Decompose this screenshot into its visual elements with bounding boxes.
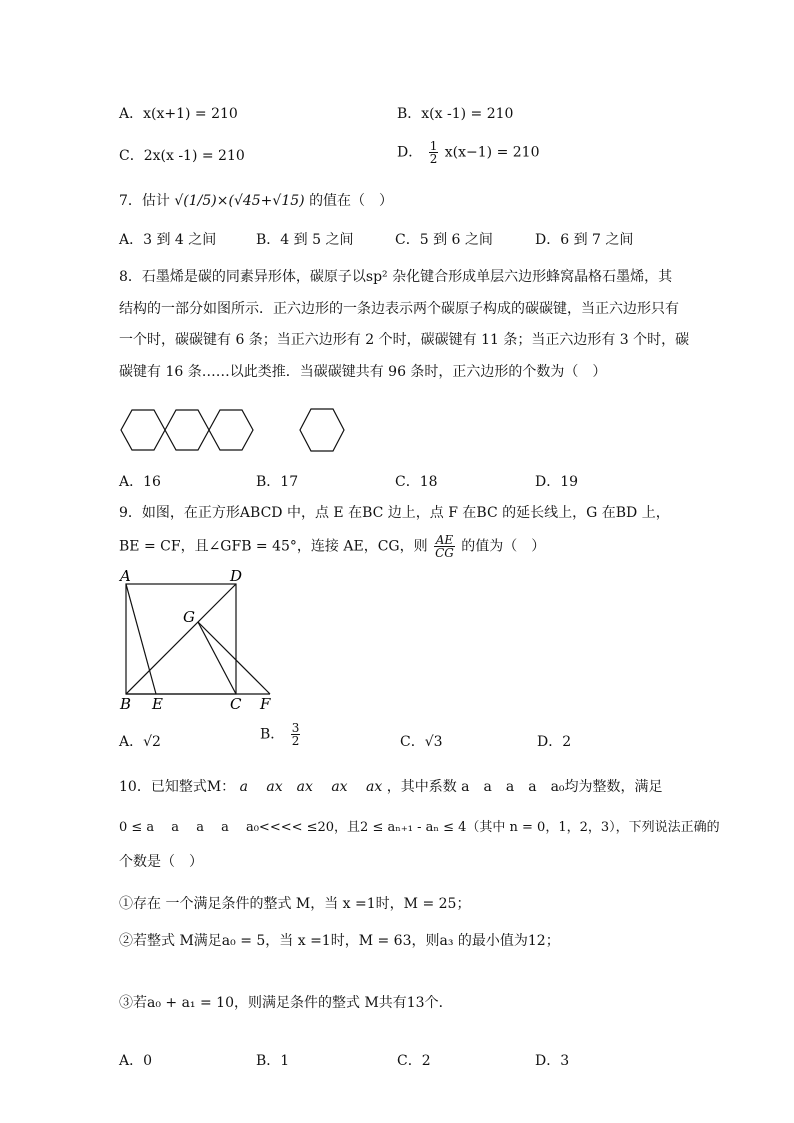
q10-line-1-math: a ax ax ax ax bbox=[239, 779, 383, 795]
q7-stem-math: √(1/5)×(√45+√15) bbox=[174, 193, 305, 209]
q6-option-d-suffix: x(x−1) = 210 bbox=[444, 144, 540, 161]
q7-stem-prefix: 7．估计 bbox=[119, 193, 170, 209]
label-g: G bbox=[183, 608, 195, 626]
q9-line-2-suffix: 的值为（ ） bbox=[461, 538, 546, 555]
q10-statement-3-text: 若a₀ + a₁ = 10，则满足条件的整式 M共有13个． bbox=[133, 995, 453, 1011]
q10-option-a: A．0 bbox=[119, 1053, 153, 1069]
q10-line-1 bbox=[119, 776, 663, 796]
q7-option-a: A．3 到 4 之间 bbox=[119, 232, 217, 248]
q6-option-d bbox=[397, 140, 540, 165]
label-c: C bbox=[230, 695, 242, 713]
segment-ae bbox=[126, 584, 156, 694]
q10-statement-2-text: 若整式 M满足a₀ = 5，当 x =1时，M = 63，则a₃ 的最小值为12； bbox=[133, 933, 560, 949]
q6-option-c: C．2x(x -1) = 210 bbox=[119, 148, 245, 164]
q10-statement-2 bbox=[119, 930, 560, 950]
hexagon-single bbox=[300, 409, 344, 451]
q9-option-c: C．√3 bbox=[400, 734, 443, 750]
label-e: E bbox=[152, 695, 163, 713]
q8-line-4: 碳键有 16 条……以此类推．当碳碳键共有 96 条时，正六边形的个数为（ ） bbox=[119, 364, 607, 380]
q9-option-b-prefix: B． bbox=[260, 726, 285, 743]
hexagon-chain-2 bbox=[165, 410, 209, 450]
q10-line-1-prefix: 10．已知整式M： bbox=[119, 779, 236, 795]
q6-option-b: B．x(x -1) = 210 bbox=[397, 106, 514, 122]
q6-d-frac-den: 2 bbox=[429, 152, 438, 166]
q10-line-2: 0 ≤ a a a a a₀<<<< ≤20，且2 ≤ aₙ₊₁ - aₙ ≤ 4（其中 n = 0，1，2，3），下列说法正确的 bbox=[119, 820, 720, 835]
q10-line-3: 个数是（ ） bbox=[119, 854, 203, 870]
q10-statement-3 bbox=[119, 992, 453, 1012]
q9-b-frac-den: 2 bbox=[291, 734, 300, 748]
q7-stem bbox=[119, 190, 393, 210]
q8-hexagon-figure bbox=[110, 398, 370, 462]
q10-option-b: B．1 bbox=[256, 1053, 290, 1069]
q10-option-d: D．3 bbox=[535, 1053, 570, 1069]
q6-option-a: A．x(x+1) = 210 bbox=[119, 106, 238, 122]
label-d: D bbox=[230, 567, 243, 585]
q7-option-b: B．4 到 5 之间 bbox=[256, 232, 354, 248]
diagonal-bd bbox=[126, 584, 236, 694]
q9-line-2-prefix: BE = CF，且∠GFB = 45°，连接 AE，CG，则 bbox=[119, 538, 428, 555]
q9-square-figure bbox=[112, 566, 282, 714]
segment-gc bbox=[198, 622, 236, 694]
label-a: A bbox=[120, 567, 131, 585]
label-f: F bbox=[260, 695, 271, 713]
label-b: B bbox=[120, 695, 132, 713]
q8-line-3: 一个时，碳碳键有 6 条；当正六边形有 2 个时，碳碳键有 11 条；当正六边形有 3 个时，碳 bbox=[119, 332, 690, 348]
q9-option-b-fraction bbox=[291, 722, 301, 747]
q9-option-b bbox=[260, 722, 302, 747]
q10-option-c: C．2 bbox=[397, 1053, 431, 1069]
q10-statement-1-mark: ① bbox=[119, 896, 133, 912]
q7-stem-suffix: 的值在（ ） bbox=[309, 193, 394, 209]
q6-option-d-prefix: D． bbox=[397, 144, 423, 161]
q10-statement-2-mark: ② bbox=[119, 933, 133, 949]
q8-option-a: A．16 bbox=[119, 474, 161, 490]
q9-ratio-fraction bbox=[434, 534, 455, 559]
q10-statement-3-mark: ③ bbox=[119, 995, 133, 1011]
q8-line-1: 8．石墨烯是碳的同素异形体，碳原子以sp² 杂化键合形成单层六边形蜂窝晶格石墨烯，其 bbox=[119, 269, 673, 285]
q9-frac-num: AE bbox=[435, 533, 454, 547]
q6-option-d-fraction bbox=[429, 140, 439, 165]
q9-line-1: 9．如图，在正方形ABCD 中，点 E 在BC 边上，点 F 在BC 的延长线上，G 在BD 上， bbox=[119, 505, 670, 521]
q8-option-d: D．19 bbox=[535, 474, 579, 490]
q8-line-2: 结构的一部分如图所示．正六边形的一条边表示两个碳原子构成的碳碳键，当正六边形只有 bbox=[119, 301, 679, 317]
q9-option-d: D．2 bbox=[537, 734, 572, 750]
q8-option-b: B．17 bbox=[256, 474, 299, 490]
q9-b-frac-num: 3 bbox=[291, 721, 300, 735]
q9-option-a: A．√2 bbox=[119, 734, 161, 750]
q9-line-2 bbox=[119, 534, 545, 559]
q7-option-d: D．6 到 7 之间 bbox=[535, 232, 634, 248]
q7-option-c: C．5 到 6 之间 bbox=[395, 232, 493, 248]
q10-statement-1 bbox=[119, 893, 470, 913]
q9-frac-den: CG bbox=[435, 546, 454, 560]
q10-line-1-suffix: ，其中系数 a a a a a₀均为整数，满足 bbox=[386, 779, 663, 795]
q6-d-frac-num: 1 bbox=[429, 139, 438, 153]
q8-option-c: C．18 bbox=[395, 474, 438, 490]
q10-statement-1-text: 存在 一个满足条件的整式 M，当 x =1时，M = 25； bbox=[133, 896, 471, 912]
segment-gf bbox=[198, 622, 270, 694]
hexagon-chain-3 bbox=[209, 410, 253, 450]
hexagon-chain-1 bbox=[121, 410, 165, 450]
